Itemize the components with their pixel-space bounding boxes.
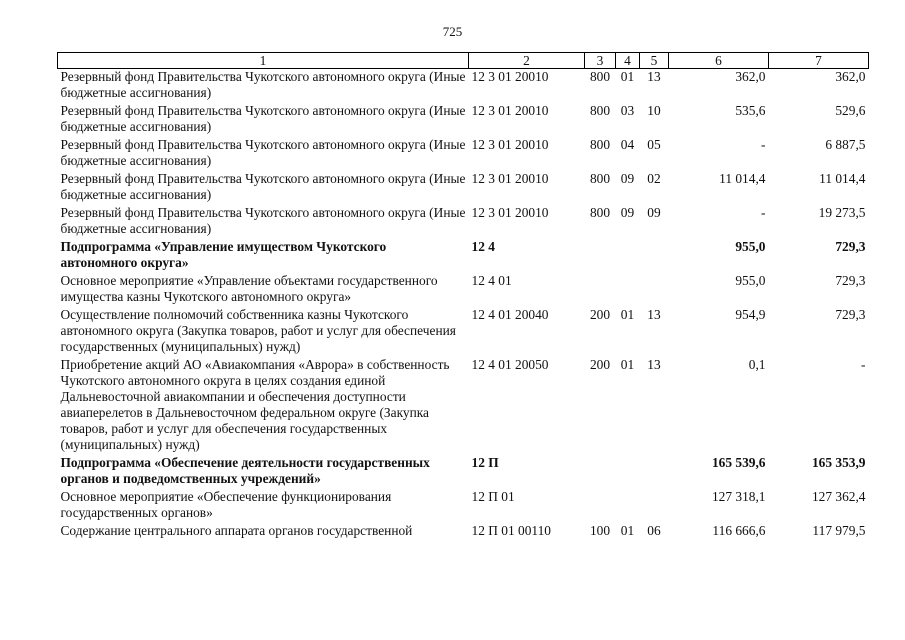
row-name-cell: Резервный фонд Правительства Чукотского автономного округа (Иные бюджетные ассигнования) [60,171,466,202]
table-row [58,103,869,137]
row-value6-cell: 954,9 [735,307,766,322]
row-col3-cell: 800 [589,137,611,152]
table-body [58,69,869,542]
row-col3-cell: 800 [589,69,611,84]
row-value7-cell: 729,3 [835,273,866,288]
row-value6-cell: 955,0 [735,273,766,288]
row-value6-cell: 127 318,1 [711,489,766,504]
budget-table [57,52,869,541]
row-col5-cell: 13 [647,307,661,322]
table-row [58,69,869,104]
row-col4-cell: 09 [620,205,635,220]
page-number: 725 [442,24,463,39]
row-name-cell: Приобретение акций АО «Авиакомпания «Аврора» в собственность Чукотского автономного округа в целях создания единой Дальневосточной авиакомпании и обеспечения доступности авиаперелетов в Дальневосточном федеральном округе (Закупка товаров, работ и услуг для обеспечения государственных (муниципальных) нужд) [60,357,450,452]
row-col4-cell: 04 [620,137,635,152]
table-row [58,307,869,357]
row-value7-cell: 529,6 [835,103,866,118]
row-col3-cell: 800 [589,205,611,220]
row-col4-cell: 03 [620,103,635,118]
row-col4-cell [616,273,640,307]
row-value7-cell: 127 362,4 [811,489,866,504]
column-header: 2 [469,53,585,69]
row-code-cell: 12 3 01 20010 [471,137,549,152]
row-col4-cell [616,239,640,273]
row-value6-cell: 116 666,6 [712,523,766,538]
column-header-row [58,53,869,69]
row-value7-cell: 362,0 [835,69,866,84]
row-code-cell: 12 4 [471,239,495,254]
row-col4-cell [616,489,640,523]
row-name-cell: Резервный фонд Правительства Чукотского автономного округа (Иные бюджетные ассигнования) [60,69,466,100]
row-value6-cell: 11 014,4 [719,171,766,186]
table-row [58,239,869,273]
row-name-cell: Резервный фонд Правительства Чукотского автономного округа (Иные бюджетные ассигнования) [60,205,466,236]
row-code-cell: 12 4 01 [471,273,512,288]
row-name-cell: Осуществление полномочий собственника казны Чукотского автономного округа (Закупка товаров, работ и услуг для обеспечения государственных (муниципальных) нужд) [60,307,456,354]
row-col4-cell: 01 [620,307,635,322]
column-header: 3 [585,53,616,69]
column-header: 1 [58,53,469,69]
row-value7-cell: 729,3 [835,239,866,254]
table-row [58,455,869,489]
row-col5-cell: 09 [647,205,661,220]
row-col3-cell: 200 [589,357,611,372]
row-value6-cell: - [761,137,766,152]
row-col5-cell [640,489,669,523]
row-value7-cell: - [861,357,866,372]
row-code-cell: 12 3 01 20010 [471,103,549,118]
row-col5-cell: 10 [647,103,661,118]
column-header: 6 [669,53,769,69]
row-code-cell: 12 П [471,455,499,470]
row-value6-cell: 0,1 [748,357,766,372]
row-code-cell: 12 П 01 [471,489,515,504]
row-col5-cell: 02 [647,171,661,186]
row-col3-cell [585,489,616,523]
row-name-cell: Содержание центрального аппарата органов государственной [60,523,413,538]
row-value6-cell: 165 539,6 [711,455,766,470]
column-header: 5 [640,53,669,69]
row-name-cell: Основное мероприятие «Обеспечение функционирования государственных органов» [60,489,392,520]
row-value7-cell: 729,3 [835,307,866,322]
table-row [58,523,869,541]
row-name-cell: Подпрограмма «Обеспечение деятельности государственных органов и подведомственных учреждений» [60,455,430,486]
row-name-cell: Подпрограмма «Управление имуществом Чукотского автономного округа» [60,239,387,270]
row-value7-cell: 117 979,5 [812,523,866,538]
row-code-cell: 12 П 01 00110 [471,523,551,538]
row-col4-cell: 09 [620,171,635,186]
row-value6-cell: 535,6 [735,103,766,118]
row-name-cell: Основное мероприятие «Управление объектами государственного имущества казны Чукотского автономного округа» [60,273,438,304]
row-code-cell: 12 3 01 20010 [471,171,549,186]
row-value7-cell: 11 014,4 [819,171,866,186]
row-code-cell: 12 3 01 20010 [471,69,549,84]
row-code-cell: 12 4 01 20040 [471,307,549,322]
row-code-cell: 12 4 01 20050 [471,357,549,372]
row-name-cell: Резервный фонд Правительства Чукотского автономного округа (Иные бюджетные ассигнования) [60,103,466,134]
row-value6-cell: 955,0 [735,239,766,254]
row-col5-cell [640,239,669,273]
row-col3-cell: 100 [589,523,611,538]
row-code-cell: 12 3 01 20010 [471,205,549,220]
column-header: 4 [616,53,640,69]
row-col3-cell [585,239,616,273]
table-row [58,273,869,307]
row-name-cell: Резервный фонд Правительства Чукотского автономного округа (Иные бюджетные ассигнования) [60,137,466,168]
row-col5-cell: 05 [647,137,661,152]
row-col3-cell: 200 [589,307,611,322]
table-row [58,171,869,205]
row-col3-cell: 800 [589,103,611,118]
table-row [58,357,869,455]
row-col4-cell [616,455,640,489]
row-value7-cell: 6 887,5 [825,137,866,152]
row-value7-cell: 19 273,5 [818,205,866,220]
table-row [58,137,869,171]
row-value6-cell: - [761,205,766,220]
row-col4-cell: 01 [620,523,635,538]
row-col5-cell [640,455,669,489]
row-col3-cell [585,273,616,307]
row-col4-cell: 01 [620,69,635,84]
row-col5-cell: 13 [647,357,661,372]
row-col4-cell: 01 [620,357,635,372]
row-value6-cell: 362,0 [735,69,766,84]
row-col5-cell: 13 [647,69,661,84]
row-col5-cell [640,273,669,307]
row-col5-cell: 06 [647,523,661,538]
table-row [58,489,869,523]
row-col3-cell: 800 [589,171,611,186]
row-col3-cell [585,455,616,489]
column-header: 7 [769,53,869,69]
row-value7-cell: 165 353,9 [811,455,866,470]
table-row [58,205,869,239]
